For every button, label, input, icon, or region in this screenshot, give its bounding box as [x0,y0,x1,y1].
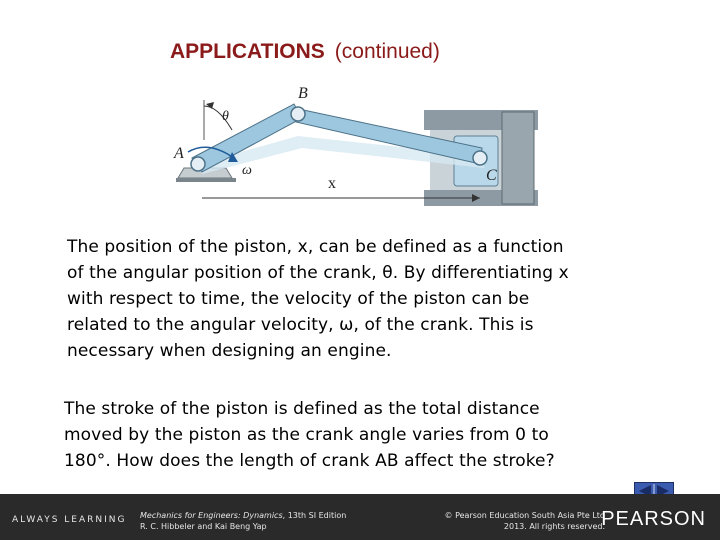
paragraph-line: of the angular position of the crank, θ. By differentiating x [67,263,569,283]
label-a: A [174,145,184,162]
pearson-logo: PEARSON [601,508,706,530]
slider-crank-diagram [168,78,542,218]
footer-tagline: ALWAYS LEARNING [12,515,127,525]
copyright-line: 2013. All rights reserved. [503,522,605,531]
pin-b [291,107,305,121]
copyright-line: © Pearson Education South Asia Pte Ltd [444,511,605,520]
paragraph-line: related to the angular velocity, ω, of the crank. This is [67,315,534,335]
slide-title [170,40,440,64]
label-c: C [486,167,497,184]
slide-title-sub: (continued) [334,40,440,63]
label-theta: θ [222,109,229,124]
paragraph-line: moved by the piston as the crank angle varies from 0 to [64,425,549,445]
paragraph-position [67,234,707,364]
paragraph-line: 180°. How does the length of crank AB affect the stroke? [64,451,555,471]
cylinder-wall [502,112,534,204]
pin-c [473,151,487,165]
paragraph-line: necessary when designing an engine. [67,341,392,361]
footer-copyright [445,510,605,532]
label-b: B [298,85,308,102]
label-omega: ω [242,163,252,178]
book-title: Mechanics for Engineers: Dynamics [140,511,283,520]
footer-bar [0,494,720,540]
paragraph-line: The position of the piston, x, can be defined as a function [67,237,564,257]
paragraph-stroke [64,396,704,474]
footer-citation [140,510,346,532]
pin-a [191,157,205,171]
book-authors: R. C. Hibbeler and Kai Beng Yap [140,522,267,531]
paragraph-line: with respect to time, the velocity of the piston can be [67,289,530,309]
ground-line [176,178,236,182]
paragraph-line: The stroke of the piston is defined as the total distance [64,399,540,419]
slide-title-main: APPLICATIONS [170,40,325,63]
book-edition: , 13th SI Edition [282,511,347,520]
label-x: x [328,175,336,192]
